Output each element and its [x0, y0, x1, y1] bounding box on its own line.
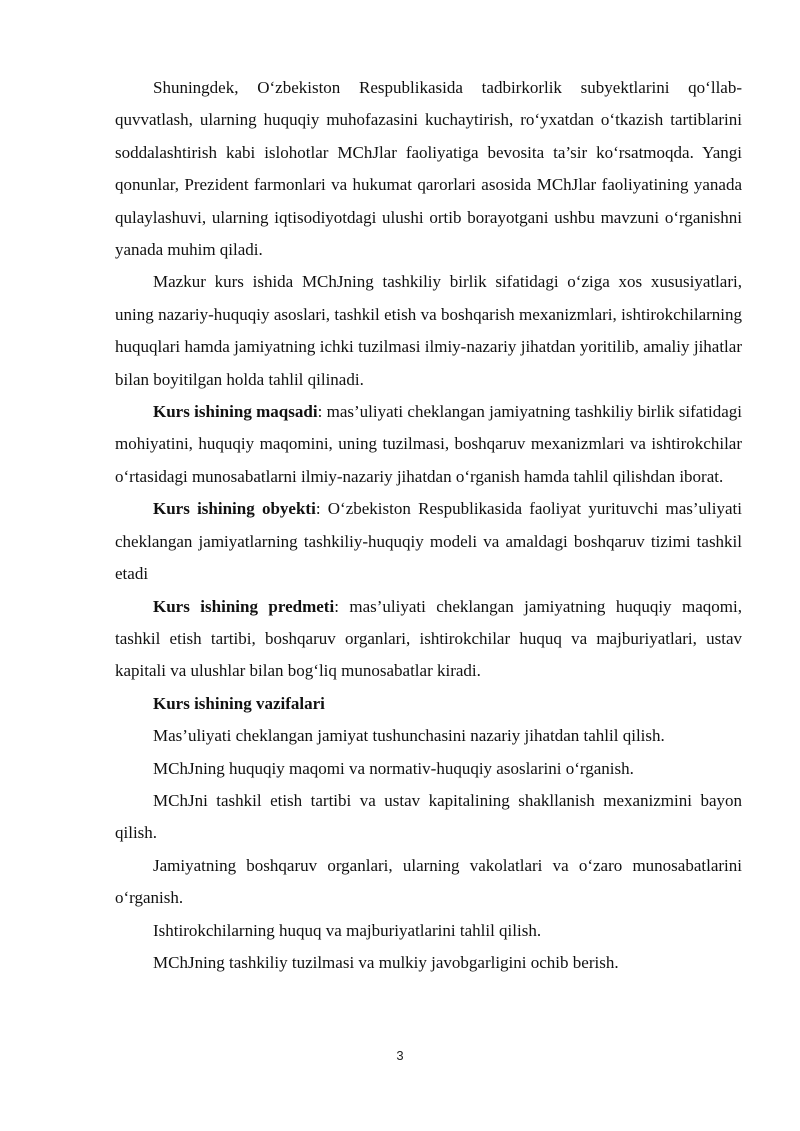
- goal-label: Kurs ishining maqsadi: [153, 402, 318, 422]
- task-item: Jamiyatning boshqaruv organlari, ularning vakolatlari va o‘zaro munosabatlarini o‘rganish.: [115, 855, 742, 908]
- paragraph-reforms: Shuningdek, O‘zbekiston Respublikasida tadbirkorlik subyektlarini qo‘llab-quvvatlash, ularning huquqiy muhofazasini kuchaytirish, ro‘yxatdan o‘tkazish tartiblarini soddalashtirish kabi islohotlar MChJlar faoliyatiga bevosita ta’sir ko‘rsatmoqda. Yangi qonunlar, Prezident farmonlari va hukumat qarorlari asosida MChJlar faoliyatining yanada qulaylashuvi, ularning iqtisodiyotdagi ulushi ortib borayotgani ushbu mavzuni o‘rganishni yanada muhim qiladi.: [115, 78, 742, 260]
- page-content: [115, 72, 742, 979]
- paragraph-course-overview: Mazkur kurs ishida MChJning tashkiliy birlik sifatidagi o‘ziga xos xususiyatlari, uning nazariy-huquqiy asoslari, tashkil etish va boshqarish mexanizmlari, ishtirokchilarning huquqlari hamda jamiyatning ichki tuzilmasi ilmiy-nazariy jihatdan yoritilib, amaliy jihatlar bilan boyitilgan holda tahlil qilinadi.: [115, 272, 742, 389]
- task-item: Ishtirokchilarning huquq va majburiyatlarini tahlil qilish.: [153, 920, 542, 940]
- paragraph-object: [115, 493, 742, 590]
- task-item: Mas’uliyati cheklangan jamiyat tushunchasini nazariy jihatdan tahlil qilish.: [153, 726, 665, 746]
- task-item: MChJni tashkil etish tartibi va ustav kapitalining shakllanish mexanizmini bayon qilish.: [115, 790, 742, 843]
- subject-label: Kurs ishining predmeti: [153, 596, 335, 616]
- goal-text: : mas’uliyati cheklangan jamiyatning tashkiliy birlik sifatidagi mohiyatini, huquqiy maqomini, uning tuzilmasi, boshqaruv mexanizmlari va ishtirokchilar o‘rtasidagi munosabatlarni ilmiy-nazariy jihatdan o‘rganish hamda tahlil qilishdan iborat.: [115, 402, 742, 486]
- paragraph-subject: [115, 591, 742, 688]
- object-label: Kurs ishining obyekti: [153, 499, 316, 519]
- page-number: 3: [396, 1048, 404, 1063]
- tasks-heading: Kurs ishining vazifalari: [153, 693, 325, 713]
- subject-text: : mas’uliyati cheklangan jamiyatning huquqiy maqomi, tashkil etish tartibi, boshqaruv organlari, ishtirokchilar huquq va majburiyatlari, ustav kapitali va ulushlar bilan bog‘liq munosabatlar kiradi.: [115, 596, 742, 681]
- object-text: : O‘zbekiston Respublikasida faoliyat yurituvchi mas’uliyati cheklangan jamiyatlarning tashkiliy-huquqiy modeli va amaldagi boshqaruv tizimi tashkil etadi: [115, 499, 742, 584]
- task-item: MChJning tashkiliy tuzilmasi va mulkiy javobgarligini ochib berish.: [153, 952, 619, 972]
- task-item: MChJning huquqiy maqomi va normativ-huquqiy asoslarini o‘rganish.: [153, 758, 634, 778]
- paragraph-goal: [115, 396, 742, 493]
